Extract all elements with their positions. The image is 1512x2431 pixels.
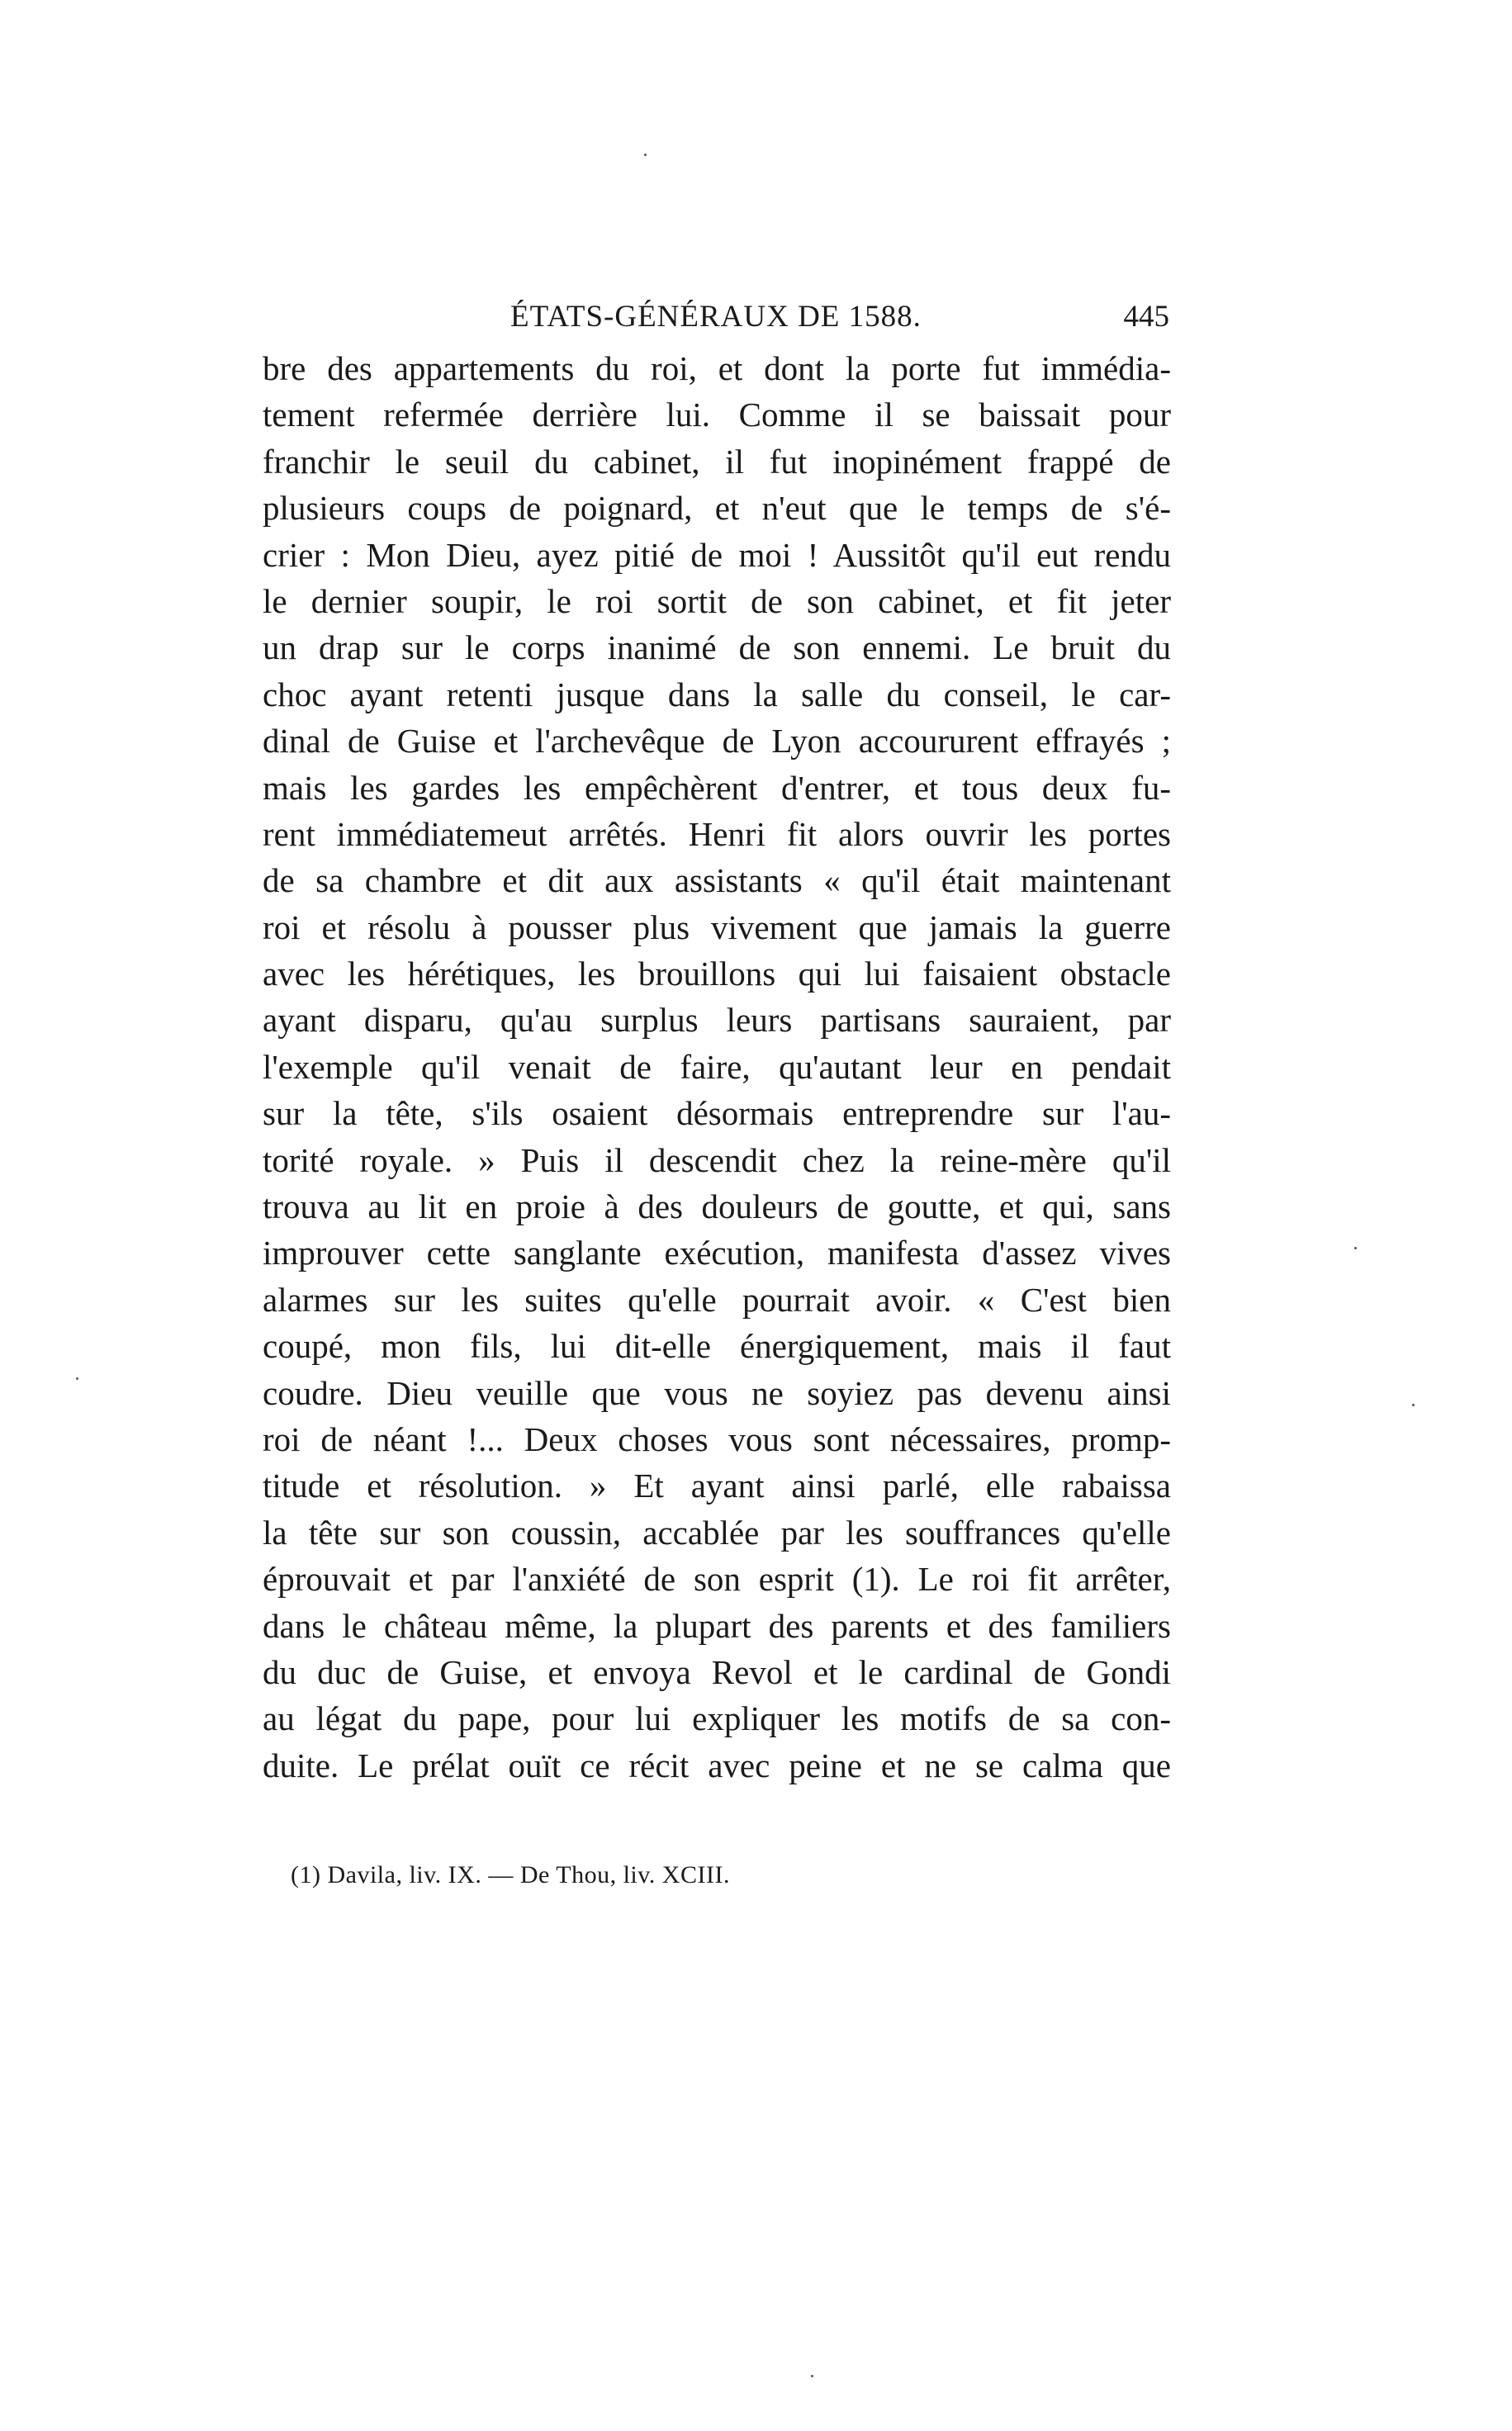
text-line: au légat du pape, pour lui expliquer les motifs de sa con- <box>263 1699 1171 1738</box>
body-text <box>263 345 1171 1789</box>
text-line: avec les hérétiques, les brouillons qui lui faisaient obstacle <box>263 955 1171 993</box>
text-line: l'exemple qu'il venait de faire, qu'autant leur en pendait <box>263 1047 1171 1086</box>
paper-speck <box>1412 1404 1415 1406</box>
text-line: dans le château même, la plupart des parents et des familiers <box>263 1606 1171 1645</box>
text-line: torité royale. » Puis il descendit chez la reine-mère qu'il <box>263 1140 1171 1179</box>
paper-speck <box>76 1377 78 1380</box>
paper-speck <box>644 154 647 156</box>
page-number: 445 <box>1123 300 1169 334</box>
text-line: dinal de Guise et l'archevêque de Lyon accoururent effrayés ; <box>263 722 1171 761</box>
paper-speck <box>811 2375 813 2377</box>
text-line: sur la tête, s'ils osaient désormais entreprendre sur l'au- <box>263 1094 1171 1133</box>
text-line: roi de néant !... Deux choses vous sont nécessaires, promp- <box>263 1419 1171 1458</box>
running-head <box>263 299 1171 340</box>
text-line: ayant disparu, qu'au surplus leurs partisans sauraient, par <box>263 1001 1171 1040</box>
text-line: la tête sur son coussin, accablée par les souffrances qu'elle <box>263 1513 1171 1552</box>
running-head-title: ÉTATS-GÉNÉRAUX DE 1588. <box>510 300 922 334</box>
text-line: plusieurs coups de poignard, et n'eut que le temps de s'é- <box>263 489 1171 528</box>
text-line: de sa chambre et dit aux assistants « qu'il était maintenant <box>263 861 1171 900</box>
text-line: du duc de Guise, et envoya Revol et le cardinal de Gondi <box>263 1652 1171 1691</box>
footnote: (1) Davila, liv. IX. — De Thou, liv. XCIII. <box>291 1861 730 1888</box>
text-line: alarmes sur les suites qu'elle pourrait avoir. « C'est bien <box>263 1280 1171 1319</box>
text-line: franchir le seuil du cabinet, il fut inopinément frappé de <box>263 442 1171 481</box>
text-line: tement refermée derrière lui. Comme il se baissait pour <box>263 396 1171 434</box>
text-line: trouva au lit en proie à des douleurs de goutte, et qui, sans <box>263 1187 1171 1226</box>
text-line: le dernier soupir, le roi sortit de son cabinet, et fit jeter <box>263 581 1171 620</box>
paper-speck <box>1354 1247 1357 1249</box>
text-line: éprouvait et par l'anxiété de son esprit (1). Le roi fit arrêter, <box>263 1560 1171 1599</box>
text-line: choc ayant retenti jusque dans la salle du conseil, le car- <box>263 675 1171 713</box>
text-line: titude et résolution. » Et ayant ainsi parlé, elle rabaissa <box>263 1467 1171 1505</box>
text-line: improuver cette sanglante exécution, manifesta d'assez vives <box>263 1234 1171 1272</box>
text-line: duite. Le prélat ouït ce récit avec peine et ne se calma que <box>263 1746 1171 1784</box>
text-line: mais les gardes les empêchèrent d'entrer, et tous deux fu- <box>263 768 1171 807</box>
text-line: coupé, mon fils, lui dit-elle énergiquement, mais il faut <box>263 1327 1171 1366</box>
text-line: crier : Mon Dieu, ayez pitié de moi ! Aussitôt qu'il eut rendu <box>263 535 1171 574</box>
text-line: bre des appartements du roi, et dont la porte fut immédia- <box>263 349 1171 387</box>
text-line: roi et résolu à pousser plus vivement que jamais la guerre <box>263 907 1171 946</box>
text-line: rent immédiatemeut arrêtés. Henri fit alors ouvrir les portes <box>263 814 1171 853</box>
text-line: coudre. Dieu veuille que vous ne soyiez pas devenu ainsi <box>263 1373 1171 1412</box>
text-line: un drap sur le corps inanimé de son ennemi. Le bruit du <box>263 628 1171 667</box>
